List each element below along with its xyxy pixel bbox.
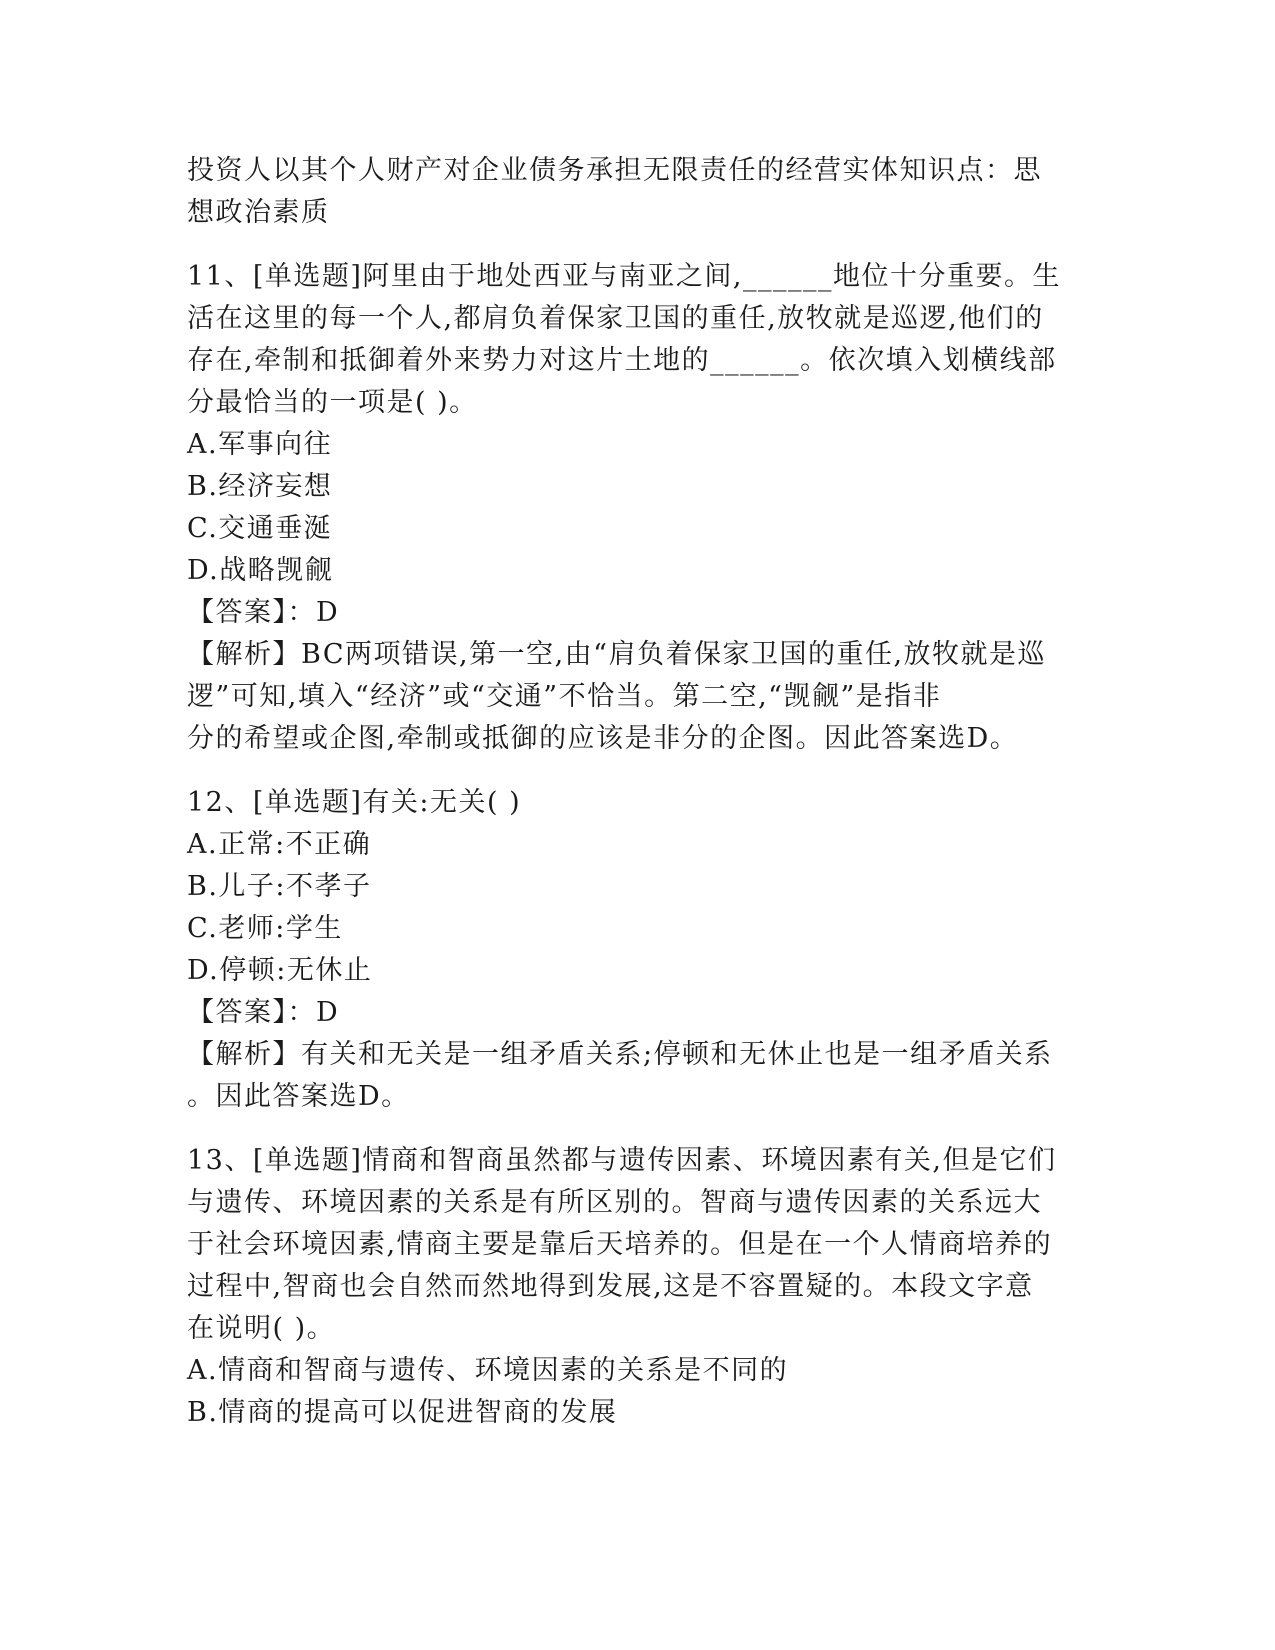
option-b: B.儿子:不孝子 [187,871,372,902]
question-12 [187,782,1087,1118]
question-stem-line: 活在这里的每一个人,都肩负着保家卫国的重任,放牧就是巡逻,他们的 [187,303,1044,334]
question-13 [187,1140,1087,1434]
answer-line: 【答案】：D [187,597,340,628]
option-c: C.交通垂涎 [187,513,333,544]
intro-block [187,150,1087,234]
option-a: A.军事向往 [187,429,333,460]
option-a: A.正常:不正确 [187,829,372,860]
question-stem-line: 于社会环境因素,情商主要是靠后天培养的。但是在一个人情商培养的 [187,1229,1053,1260]
question-11 [187,256,1087,760]
answer-line: 【答案】：D [187,997,340,1028]
intro-line: 投资人以其个人财产对企业债务承担无限责任的经营实体知识点：思 [187,155,1042,186]
analysis-line: 【解析】有关和无关是一组矛盾关系;停顿和无休止也是一组矛盾关系 [187,1039,1053,1070]
option-b: B.情商的提高可以促进智商的发展 [187,1397,618,1428]
option-d: D.战略觊觎 [187,555,334,586]
question-stem-line: 过程中,智商也会自然而然地得到发展,这是不容置疑的。本段文字意 [187,1271,1034,1302]
intro-line: 想政治素质 [187,197,330,228]
option-d: D.停顿:无休止 [187,955,373,986]
question-stem-line: 分最恰当的一项是( )。 [187,387,478,418]
analysis-line: 【解析】BC两项错误,第一空,由“肩负着保家卫国的重任,放牧就是巡 [187,639,1047,670]
question-stem-line: 与遗传、环境因素的关系是有所区别的。智商与遗传因素的关系远大 [187,1187,1042,1218]
question-stem-line: 在说明( )。 [187,1313,336,1344]
option-c: C.老师:学生 [187,913,343,944]
analysis-line: 。因此答案选D。 [187,1081,410,1112]
question-stem-line: 存在,牵制和抵御着外来势力对这片土地的______。依次填入划横线部 [187,345,1057,376]
question-stem-line: 13、[单选题]情商和智商虽然都与遗传因素、环境因素有关,但是它们 [187,1145,1057,1176]
question-stem-line: 12、[单选题]有关:无关( ) [187,787,522,818]
option-b: B.经济妄想 [187,471,333,502]
question-stem-line: 11、[单选题]阿里由于地处西亚与南亚之间,______地位十分重要。生 [187,261,1062,292]
document-page [187,150,1087,1434]
analysis-line: 逻”可知,填入“经济”或“交通”不恰当。第二空,“觊觎”是指非 [187,681,942,712]
option-a: A.情商和智商与遗传、环境因素的关系是不同的 [187,1355,789,1386]
analysis-line: 分的希望或企图,牵制或抵御的应该是非分的企图。因此答案选D。 [187,723,1019,754]
